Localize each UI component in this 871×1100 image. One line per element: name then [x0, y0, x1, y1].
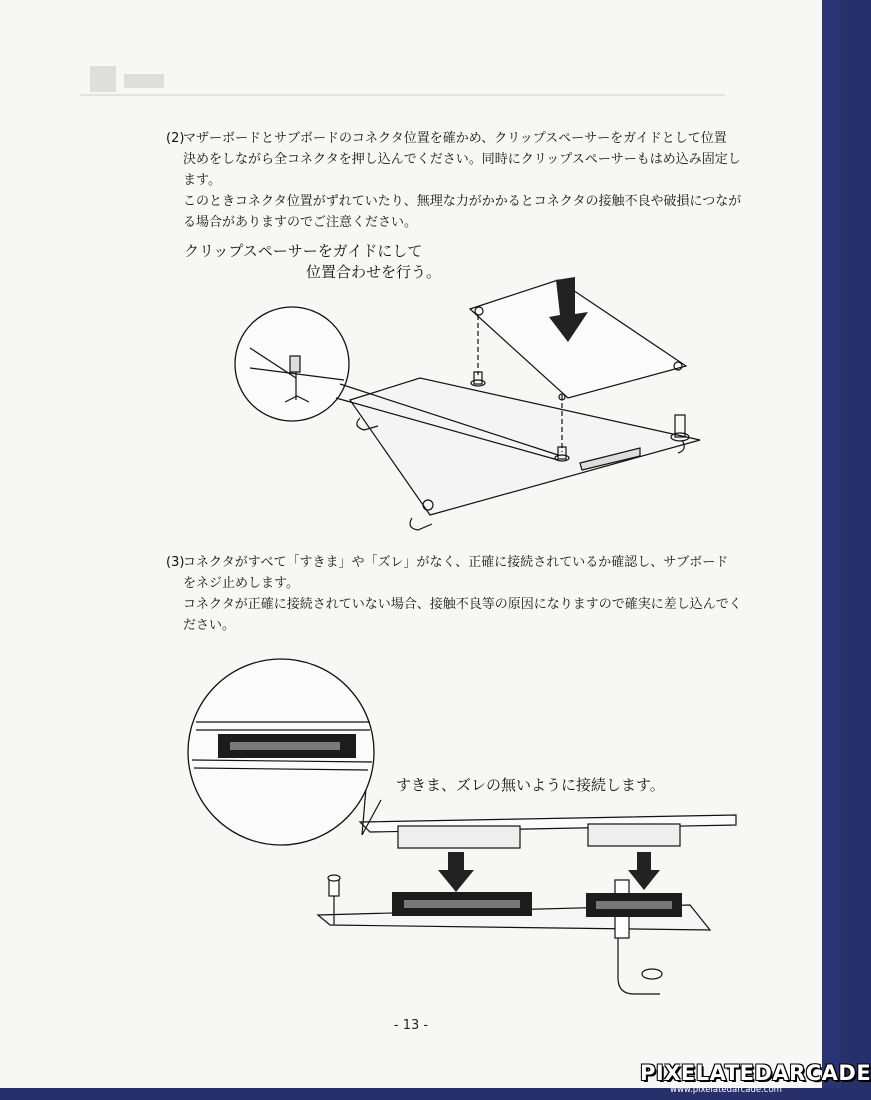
- step2-line3: ます。: [183, 173, 221, 188]
- step2-line2: 決めをしながら全コネクタを押し込んでください。同時にクリップスペーサーもはめ込み固定し: [183, 152, 741, 167]
- figure2-callout: すきま、ズレの無いように接続します。: [396, 776, 665, 794]
- watermark-brand: PIXELATEDARCADE: [640, 1061, 871, 1085]
- figure1-callout-line1: クリップスペーサーをガイドにして: [184, 242, 423, 260]
- watermark-url: www.pixelatedarcade.com: [670, 1085, 782, 1095]
- step2-number: (2): [166, 131, 185, 146]
- figure1-callout-line2: 位置合わせを行う。: [306, 263, 442, 281]
- step3-line4: ださい。: [183, 618, 236, 633]
- step3-line3: コネクタが正確に接続されていない場合、接触不良等の原因になりますので確実に差し込んでく: [183, 597, 742, 612]
- step2-line5: る場合がありますのでご注意ください。: [183, 215, 418, 230]
- step3-line1: コネクタがすべて「すきま」や「ズレ」がなく、正確に接続されているか確認し、サブボード: [183, 555, 729, 570]
- page-number: - 13 -: [393, 1018, 429, 1033]
- binding-edge: [822, 0, 841, 1088]
- step2-line4: このときコネクタ位置がずれていたり、無理な力がかかるとコネクタの接触不良や破損につなが: [183, 194, 742, 209]
- step3-number: (3): [166, 555, 185, 570]
- step2-line1: マザーボードとサブボードのコネクタ位置を確かめ、クリップスペーサーをガイドとして位置: [183, 131, 727, 146]
- step3-line2: をネジ止めします。: [183, 576, 299, 591]
- watermark: [640, 1061, 871, 1097]
